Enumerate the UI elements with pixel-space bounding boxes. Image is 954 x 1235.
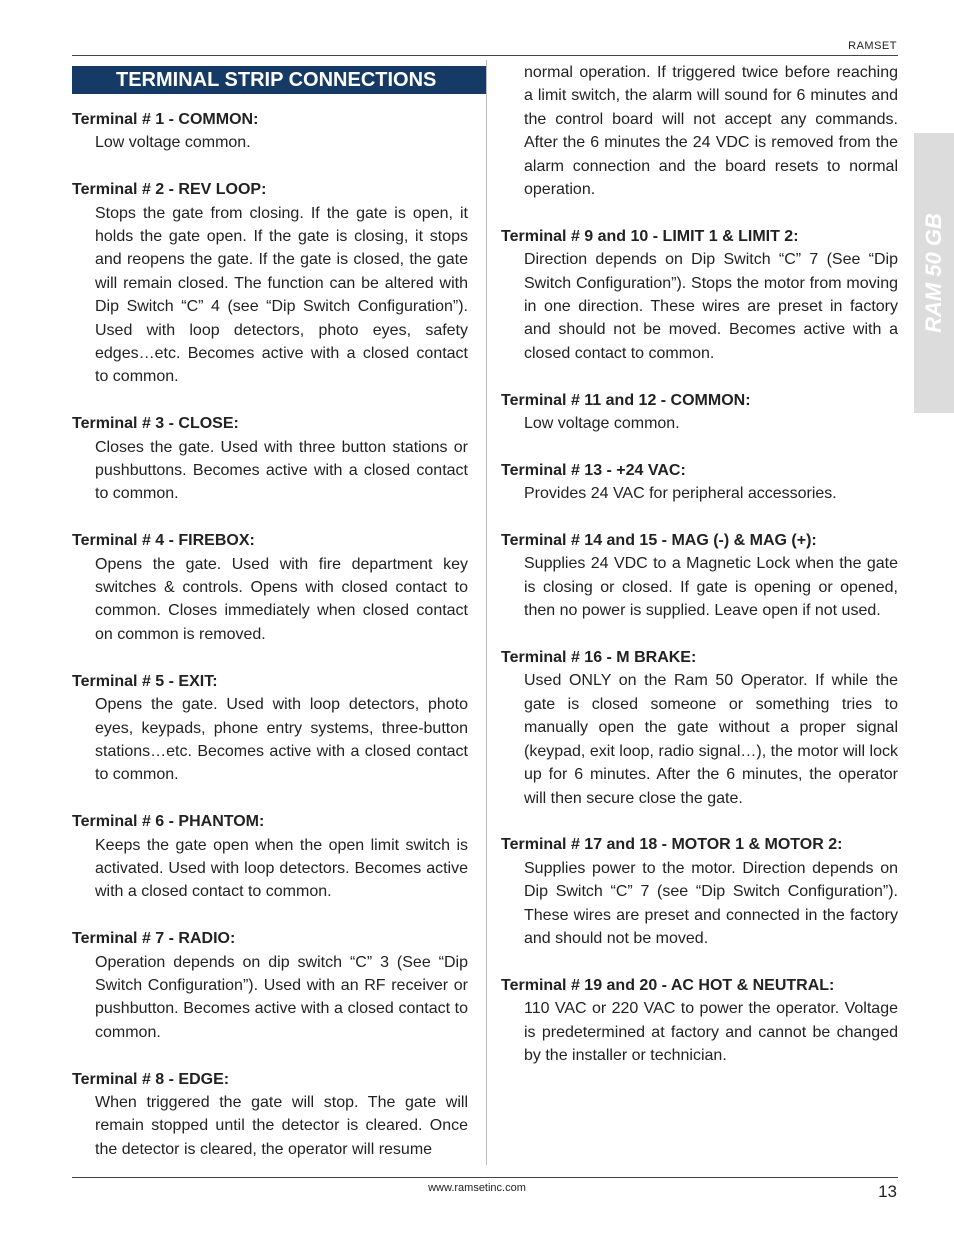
footer-rule xyxy=(72,1177,898,1178)
terminal-description: Supplies 24 VDC to a Magnetic Lock when the gate is closing or closed. If gate is opening or opened, then no power is supplied. Leave open if not used. xyxy=(524,555,898,620)
terminal-description: Operation depends on dip switch “C” 3 (See “Dip Switch Configuration”). Used with an RF receiver or pushbutton. Becomes active with a closed contact to common. xyxy=(95,953,468,1041)
column-divider xyxy=(486,60,487,1165)
terminal-title: Terminal # 11 and 12 - COMMON: xyxy=(501,391,751,409)
terminal-title: Terminal # 6 - PHANTOM: xyxy=(72,813,265,831)
terminal-title: Terminal # 16 - M BRAKE: xyxy=(501,649,697,667)
terminal-title: Terminal # 5 - EXIT: xyxy=(72,672,218,690)
terminal-title: Terminal # 3 - CLOSE: xyxy=(72,415,239,433)
terminal-title: Terminal # 14 and 15 - MAG (-) & MAG (+): xyxy=(501,532,817,550)
terminal-entry xyxy=(501,646,898,810)
terminal-description: Keeps the gate open when the open limit switch is activated. Used with loop detectors. Becomes active with a closed contact to common. xyxy=(95,836,468,901)
terminal-entry xyxy=(501,974,898,1068)
terminal-entry xyxy=(501,529,898,623)
terminal-entry xyxy=(501,833,898,950)
terminal-title: Terminal # 8 - EDGE: xyxy=(72,1070,230,1088)
terminal-entry xyxy=(72,927,468,1044)
terminal-entry xyxy=(72,670,468,787)
footer-url: www.ramsetinc.com xyxy=(428,1182,526,1194)
terminal-title: Terminal # 7 - RADIO: xyxy=(72,930,236,948)
terminal-description: Opens the gate. Used with loop detectors, photo eyes, keypads, phone entry systems, three-button stations…etc. Becomes active with a closed contact to common. xyxy=(95,696,468,784)
terminal-entry xyxy=(501,389,898,436)
terminal-title: Terminal # 1 - COMMON: xyxy=(72,111,259,128)
terminal-description: Supplies power to the motor. Direction depends on Dip Switch “C” 7 (see “Dip Switch Configuration”). These wires are preset and connected in the factory and should not be moved. xyxy=(524,859,898,947)
terminal-entry xyxy=(72,810,468,904)
terminal-title: Terminal # 17 and 18 - MOTOR 1 & MOTOR 2: xyxy=(501,836,843,854)
section-title: TERMINAL STRIP CONNECTIONS xyxy=(116,68,437,91)
terminal-description: Opens the gate. Used with fire department key switches & controls. Opens with closed contact to common. Closes immediately when closed contact on common is removed. xyxy=(95,555,468,643)
side-tab xyxy=(914,133,954,413)
terminal-description: Low voltage common. xyxy=(95,134,251,152)
left-column xyxy=(72,108,468,1161)
terminal-entry xyxy=(72,412,468,506)
header-rule xyxy=(72,55,898,56)
terminal-title: Terminal # 9 and 10 - LIMIT 1 & LIMIT 2: xyxy=(501,227,799,245)
terminal-entry xyxy=(72,178,468,389)
terminal-description: Low voltage common. xyxy=(524,415,680,433)
terminal-entry xyxy=(501,225,898,365)
terminal-description: Direction depends on Dip Switch “C” 7 (See “Dip Switch Configuration”). Stops the motor from moving in one direction. These wires are preset in factory and should not be moved. Becomes active with a closed contact to common. xyxy=(524,251,898,362)
side-tab-label: RAM 50 GB xyxy=(921,213,947,333)
header-brand: RAMSET xyxy=(848,40,897,52)
terminal-description: Stops the gate from closing. If the gate is open, it holds the gate open. If the gate is closing, it stops and reopens the gate. If the gate is closed, the gate will remain closed. The function can be altered with Dip Switch “C” 4 (see “Dip Switch Configuration”). Used with loop detectors, photo eyes, safety edges…etc. Becomes active with a closed contact to common. xyxy=(95,204,468,386)
terminal-entry xyxy=(501,459,898,506)
terminal-description: When triggered the gate will stop. The gate will remain stopped until the detector is cleared. Once the detector is cleared, the operator will resume xyxy=(95,1093,468,1158)
terminal-title: Terminal # 2 - REV LOOP: xyxy=(72,181,267,199)
page-number: 13 xyxy=(878,1182,897,1201)
section-title-bar xyxy=(72,66,486,94)
terminal-description: Used ONLY on the Ram 50 Operator. If while the gate is closed someone or something tries to manually open the gate without a proper signal (keypad, exit loop, radio signal…), the motor will lock up for 6 minutes. After the 6 minutes, the operator will then secure close the gate. xyxy=(524,672,898,807)
terminal-entry xyxy=(72,529,468,646)
terminal-title: Terminal # 4 - FIREBOX: xyxy=(72,532,255,550)
terminal-description: Closes the gate. Used with three button stations or pushbuttons. Becomes active with a closed contact to common. xyxy=(95,438,468,503)
terminal-description: 110 VAC or 220 VAC to power the operator. Voltage is predetermined at factory and cannot be changed by the installer or technician. xyxy=(524,1000,898,1064)
terminal-entry xyxy=(72,108,468,155)
terminal-entry xyxy=(72,1068,468,1162)
terminal-title: Terminal # 19 and 20 - AC HOT & NEUTRAL: xyxy=(501,976,835,994)
terminal-description: Provides 24 VAC for peripheral accessories. xyxy=(524,485,837,503)
terminal-title: Terminal # 13 - +24 VAC: xyxy=(501,461,686,479)
continued-description: normal operation. If triggered twice before reaching a limit switch, the alarm will sound for 6 minutes and the control board will not accept any commands. After the 6 minutes the 24 VDC is removed from the alarm connection and the board resets to normal operation. xyxy=(524,64,898,199)
right-column xyxy=(501,61,898,1067)
